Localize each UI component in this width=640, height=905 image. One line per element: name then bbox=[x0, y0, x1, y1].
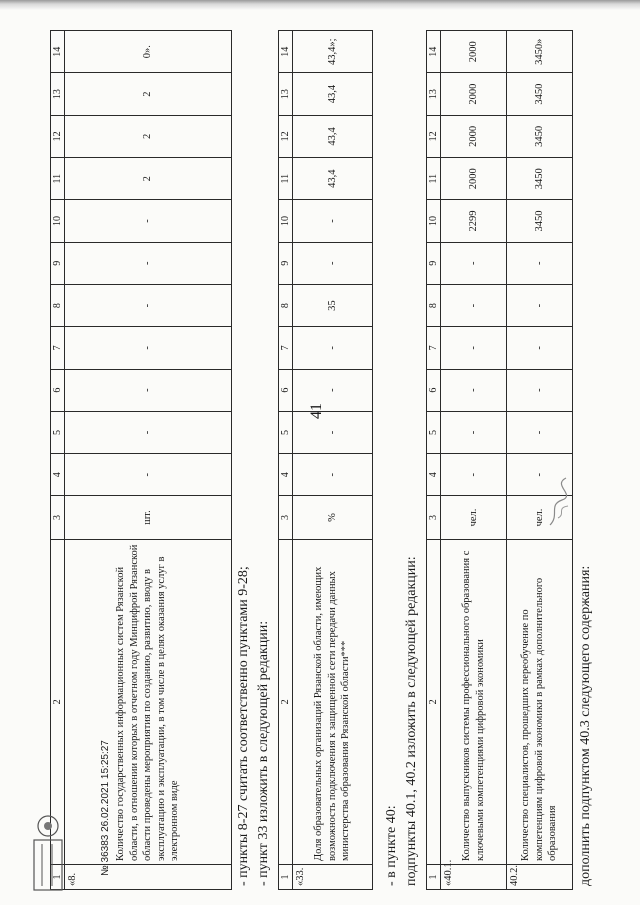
column-header: 5 bbox=[279, 411, 293, 453]
instruction-add-40-3: дополнить подпунктом 40.3 следующего содержания: bbox=[578, 565, 593, 886]
indicator-name: Количество специалистов, прошедших переобучение по компетенциям цифровой экономики в рамках дополнительного образования bbox=[507, 539, 573, 864]
column-header: 1 bbox=[427, 864, 441, 889]
column-header: 13 bbox=[51, 73, 65, 115]
value-cell: 3450 bbox=[507, 73, 573, 115]
column-header: 14 bbox=[279, 31, 293, 73]
value-cell: 43,4 bbox=[293, 73, 373, 115]
value-cell: - bbox=[293, 327, 373, 369]
value-cell: 43,4 bbox=[293, 115, 373, 157]
column-header: 14 bbox=[51, 31, 65, 73]
value-cell: - bbox=[65, 454, 232, 496]
value-cell: - bbox=[507, 369, 573, 411]
value-cell: 2000 bbox=[441, 158, 507, 200]
column-header: 12 bbox=[279, 115, 293, 157]
unit-cell: чел. bbox=[507, 496, 573, 539]
value-cell: - bbox=[441, 284, 507, 326]
value-cell: - bbox=[441, 411, 507, 453]
instruction-point-33: - пункт 33 изложить в следующей редакции: bbox=[256, 620, 271, 886]
column-header: 9 bbox=[427, 242, 441, 284]
value-cell: 3450 bbox=[507, 200, 573, 242]
column-header: 3 bbox=[51, 496, 65, 539]
table-header-row bbox=[427, 31, 441, 890]
indicator-name: Количество государственных информационных систем Рязанской области, в отношении которых в отчетном году Минцифрой Рязанской области проведены мероприятия по созданию, развитию, вводу в эксплуатацию и эксплуатации, в том числе в целях оказания услуг в электронном виде bbox=[65, 539, 232, 864]
table-header-row bbox=[279, 31, 293, 890]
table-item-40 bbox=[426, 30, 573, 890]
column-header: 11 bbox=[427, 158, 441, 200]
indicator-name: Доля образовательных организаций Рязанской области, имеющих возможность подключения к защищенной сети передачи данных министерства образования Рязанской области*** bbox=[293, 539, 373, 864]
value-cell: - bbox=[441, 327, 507, 369]
unit-cell: % bbox=[293, 496, 373, 539]
indicator-name: Количество выпускников системы профессионального образования с ключевыми компетенциями цифровой экономики bbox=[441, 539, 507, 864]
column-header: 4 bbox=[427, 454, 441, 496]
column-header: 8 bbox=[51, 284, 65, 326]
unit-cell: чел. bbox=[441, 496, 507, 539]
column-header: 6 bbox=[51, 369, 65, 411]
column-header: 7 bbox=[279, 327, 293, 369]
value-cell: 0». bbox=[65, 31, 232, 73]
column-header: 11 bbox=[51, 158, 65, 200]
column-header: 13 bbox=[279, 73, 293, 115]
table-item-33-block bbox=[278, 30, 373, 890]
column-header: 9 bbox=[51, 242, 65, 284]
value-cell: - bbox=[293, 369, 373, 411]
table-row bbox=[293, 31, 373, 890]
value-cell: - bbox=[441, 369, 507, 411]
item-number: 40.2. bbox=[507, 864, 573, 889]
value-cell: 2 bbox=[65, 158, 232, 200]
value-cell: - bbox=[507, 454, 573, 496]
page-number: 41 bbox=[308, 403, 325, 419]
value-cell: 2000 bbox=[441, 115, 507, 157]
column-header: 14 bbox=[427, 31, 441, 73]
column-header: 9 bbox=[279, 242, 293, 284]
value-cell: - bbox=[293, 242, 373, 284]
value-cell: - bbox=[507, 284, 573, 326]
column-header: 11 bbox=[279, 158, 293, 200]
table-item-8 bbox=[50, 30, 232, 890]
column-header: 7 bbox=[51, 327, 65, 369]
scan-edge bbox=[0, 0, 640, 10]
table-row bbox=[441, 31, 507, 890]
value-cell: 43,4 bbox=[293, 158, 373, 200]
column-header: 10 bbox=[427, 200, 441, 242]
table-row bbox=[507, 31, 573, 890]
column-header: 10 bbox=[279, 200, 293, 242]
column-header: 5 bbox=[51, 411, 65, 453]
column-header: 5 bbox=[427, 411, 441, 453]
unit-cell: шт. bbox=[65, 496, 232, 539]
item-number: «33. bbox=[293, 864, 373, 889]
table-header-row bbox=[51, 31, 65, 890]
value-cell: 2 bbox=[65, 73, 232, 115]
column-header: 2 bbox=[427, 539, 441, 864]
column-header: 6 bbox=[279, 369, 293, 411]
table-row bbox=[65, 31, 232, 890]
value-cell: - bbox=[441, 242, 507, 284]
value-cell: - bbox=[65, 369, 232, 411]
instruction-subpoints-40-1-40-2: подпункты 40.1, 40.2 изложить в следующей редакции: bbox=[404, 556, 419, 886]
column-header: 3 bbox=[427, 496, 441, 539]
value-cell: 3450» bbox=[507, 31, 573, 73]
value-cell: - bbox=[65, 411, 232, 453]
instruction-renumber: - пункты 8-27 считать соответственно пунктами 9-28; bbox=[236, 566, 251, 886]
column-header: 13 bbox=[427, 73, 441, 115]
value-cell: - bbox=[65, 327, 232, 369]
value-cell: 35 bbox=[293, 284, 373, 326]
value-cell: - bbox=[293, 411, 373, 453]
column-header: 2 bbox=[279, 539, 293, 864]
column-header: 6 bbox=[427, 369, 441, 411]
value-cell: - bbox=[65, 200, 232, 242]
column-header: 10 bbox=[51, 200, 65, 242]
registration-stamp-text: № 36383 26.02.2021 15:25:27 bbox=[100, 740, 111, 876]
signature-icon bbox=[540, 470, 580, 530]
stamp-logo-icon bbox=[28, 800, 68, 895]
table-item-40-block bbox=[426, 30, 573, 890]
column-header: 4 bbox=[51, 454, 65, 496]
column-header: 8 bbox=[279, 284, 293, 326]
value-cell: - bbox=[507, 242, 573, 284]
column-header: 2 bbox=[51, 539, 65, 864]
value-cell: 2000 bbox=[441, 31, 507, 73]
value-cell: - bbox=[293, 200, 373, 242]
value-cell: - bbox=[441, 454, 507, 496]
value-cell: 2 bbox=[65, 115, 232, 157]
column-header: 1 bbox=[51, 864, 65, 889]
value-cell: - bbox=[65, 242, 232, 284]
column-header: 8 bbox=[427, 284, 441, 326]
column-header: 3 bbox=[279, 496, 293, 539]
value-cell: 2000 bbox=[441, 73, 507, 115]
value-cell: - bbox=[293, 454, 373, 496]
value-cell: - bbox=[507, 327, 573, 369]
value-cell: - bbox=[507, 411, 573, 453]
item-number: «40.1. bbox=[441, 864, 507, 889]
value-cell: - bbox=[65, 284, 232, 326]
value-cell: 43,4»; bbox=[293, 31, 373, 73]
item-number: «8. bbox=[65, 864, 232, 889]
value-cell: 2299 bbox=[441, 200, 507, 242]
column-header: 7 bbox=[427, 327, 441, 369]
table-item-8-block bbox=[50, 30, 232, 890]
table-item-33 bbox=[278, 30, 373, 890]
column-header: 1 bbox=[279, 864, 293, 889]
instruction-in-point-40: - в пункте 40: bbox=[384, 805, 399, 886]
rotated-content bbox=[40, 30, 600, 890]
column-header: 12 bbox=[51, 115, 65, 157]
column-header: 12 bbox=[427, 115, 441, 157]
column-header: 4 bbox=[279, 454, 293, 496]
value-cell: 3450 bbox=[507, 115, 573, 157]
value-cell: 3450 bbox=[507, 158, 573, 200]
